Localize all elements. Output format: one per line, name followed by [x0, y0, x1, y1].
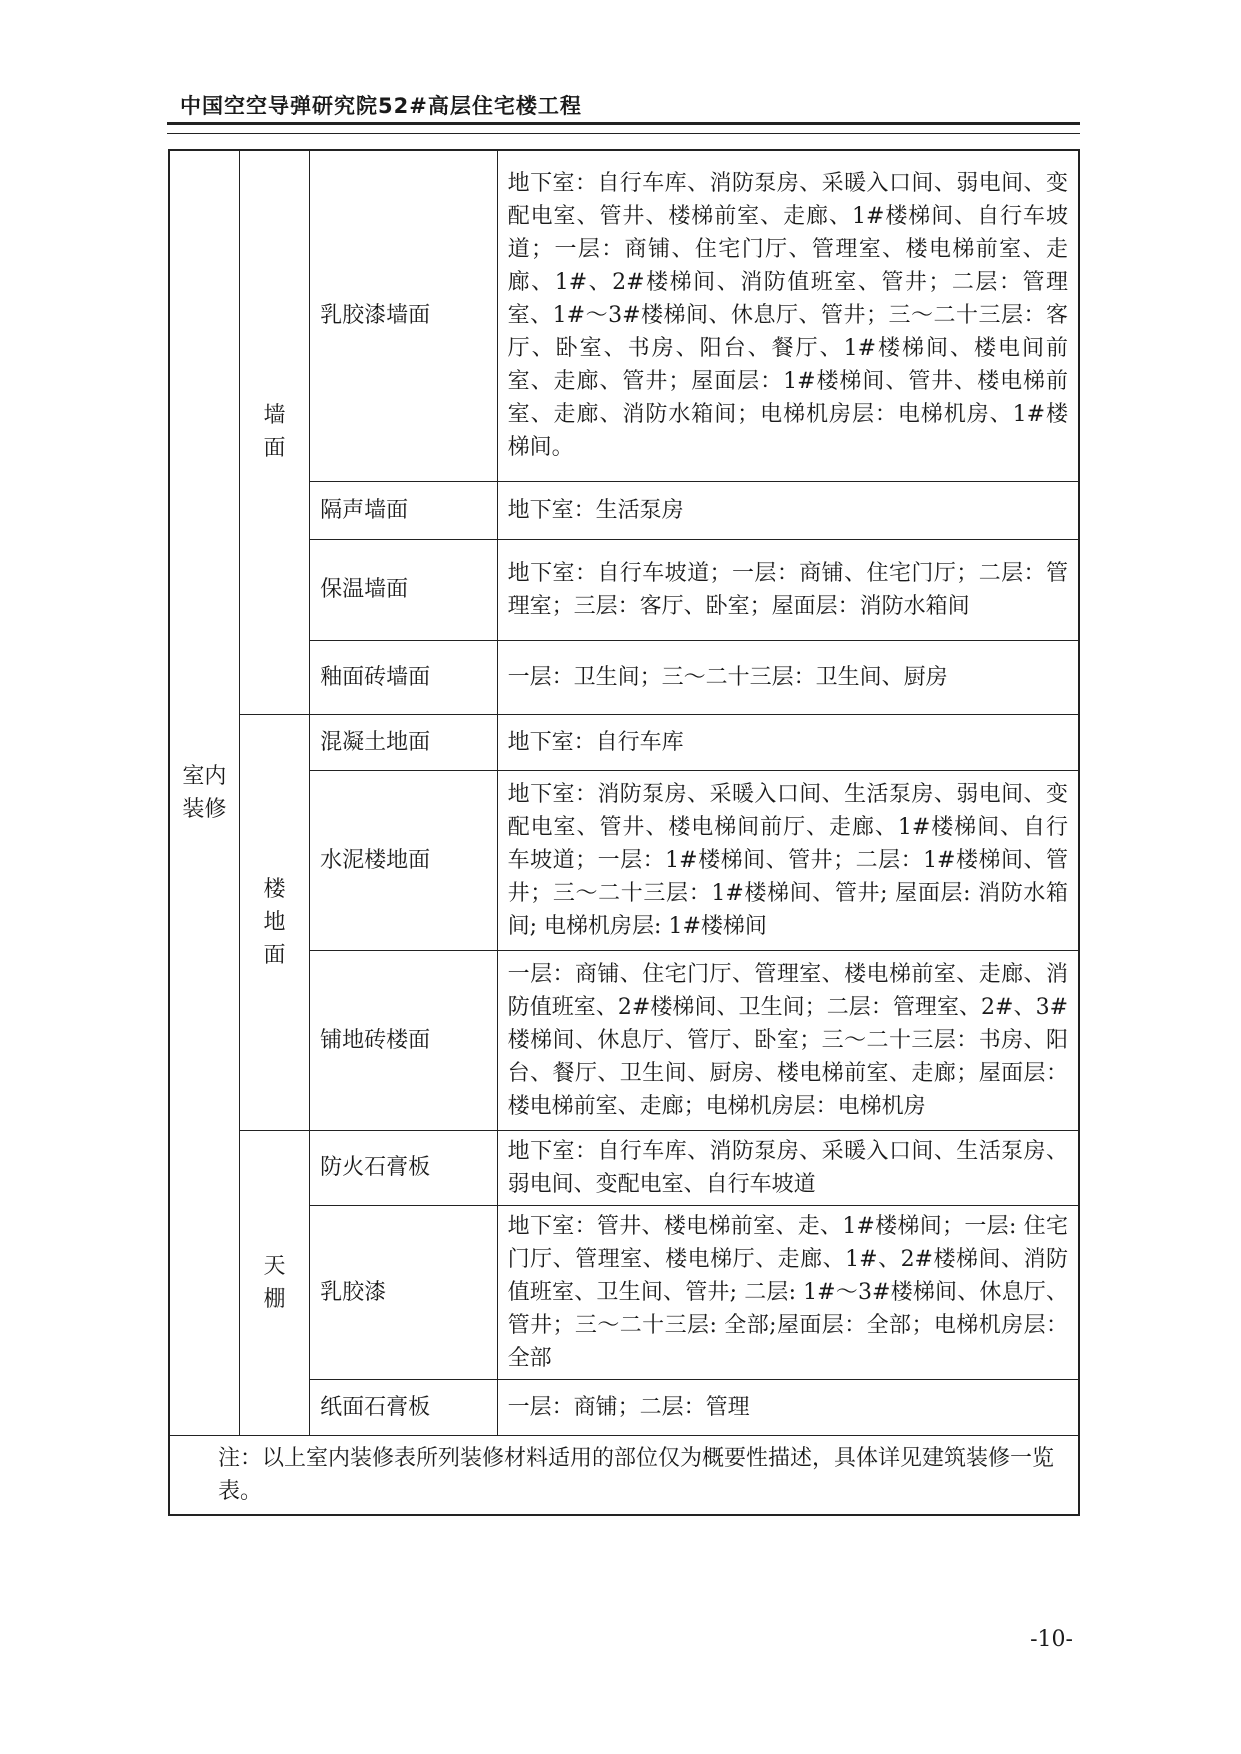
group-cell-floor: [239, 714, 309, 1130]
material-cell: 乳胶漆: [310, 1205, 498, 1379]
group-cell-wall: [239, 150, 309, 714]
document-header-title: 中国空空导弹研究院52#高层住宅楼工程: [180, 94, 582, 118]
location-cell: 一层：卫生间；三～二十三层：卫生间、厨房: [497, 640, 1079, 714]
location-cell: 一层：商铺；二层：管理: [497, 1379, 1079, 1435]
material-cell: 隔声墙面: [310, 481, 498, 539]
group-label: 楼地面: [263, 876, 286, 968]
header-rule-thick: [167, 122, 1080, 125]
group-label: 墙面: [263, 403, 286, 462]
header-rule-thin: [167, 133, 1080, 134]
location-cell: 地下室：生活泵房: [497, 481, 1079, 539]
table-row: [169, 150, 1079, 481]
interior-finish-table: [168, 149, 1080, 1516]
material-cell: 保温墙面: [310, 539, 498, 640]
material-cell: 水泥楼地面: [310, 770, 498, 950]
location-cell: 地下室：自行车坡道；一层：商铺、住宅门厅；二层：管理室；三层：客厅、卧室；屋面层：消防水箱间: [497, 539, 1079, 640]
material-cell: 防火石膏板: [310, 1130, 498, 1205]
material-cell: 混凝土地面: [310, 714, 498, 770]
location-cell: 地下室：自行车库: [497, 714, 1079, 770]
table-note: 注：以上室内装修表所列装修材料适用的部位仅为概要性描述，具体详见建筑装修一览表。: [169, 1435, 1079, 1515]
location-cell: 一层：商铺、住宅门厅、管理室、楼电梯前室、走廊、消防值班室、2#楼梯间、卫生间；二层：管理室、2#、3#楼梯间、休息厅、管厅、卧室；三～二十三层：书房、阳台、餐厅、卫生间、厨房、楼电梯前室、走廊；屋面层：楼电梯前室、走廊；电梯机房层：电梯机房: [497, 950, 1079, 1130]
material-cell: 乳胶漆墙面: [310, 150, 498, 481]
table-row: [169, 1130, 1079, 1205]
table-row: [169, 714, 1079, 770]
category-cell: 室内装修: [169, 150, 239, 1435]
group-cell-ceiling: [239, 1130, 309, 1435]
page-number: -10-: [1030, 1627, 1073, 1652]
group-label: 天棚: [263, 1253, 286, 1312]
material-cell: 釉面砖墙面: [310, 640, 498, 714]
location-cell: 地下室：自行车库、消防泵房、采暖入口间、生活泵房、弱电间、变配电室、自行车坡道: [497, 1130, 1079, 1205]
location-cell: 地下室：消防泵房、采暖入口间、生活泵房、弱电间、变配电室、管井、楼电梯间前厅、走廊、1#楼梯间、自行车坡道；一层：1#楼梯间、管井；二层：1#楼梯间、管井；三～二十三层：1#楼梯间、管井; 屋面层: 消防水箱间; 电梯机房层: 1#楼梯间: [497, 770, 1079, 950]
location-cell: 地下室：自行车库、消防泵房、采暖入口间、弱电间、变配电室、管井、楼梯前室、走廊、1#楼梯间、自行车坡道；一层：商铺、住宅门厅、管理室、楼电梯前室、走廊、1#、2#楼梯间、消防值班室、管井；二层：管理室、1#～3#楼梯间、休息厅、管井；三～二十三层：客厅、卧室、书房、阳台、餐厅、1#楼梯间、楼电间前室、走廊、管井；屋面层：1#楼梯间、管井、楼电梯前室、走廊、消防水箱间；电梯机房层：电梯机房、1#楼梯间。: [497, 150, 1079, 481]
material-cell: 纸面石膏板: [310, 1379, 498, 1435]
location-cell: 地下室：管井、楼电梯前室、走、1#楼梯间；一层: 住宅门厅、管理室、楼电梯厅、走廊、1#、2#楼梯间、消防值班室、卫生间、管井; 二层: 1#～3#楼梯间、休息厅、管井；三～二十三层: 全部;屋面层：全部；电梯机房层：全部: [497, 1205, 1079, 1379]
table-note-row: [169, 1435, 1079, 1515]
material-cell: 铺地砖楼面: [310, 950, 498, 1130]
